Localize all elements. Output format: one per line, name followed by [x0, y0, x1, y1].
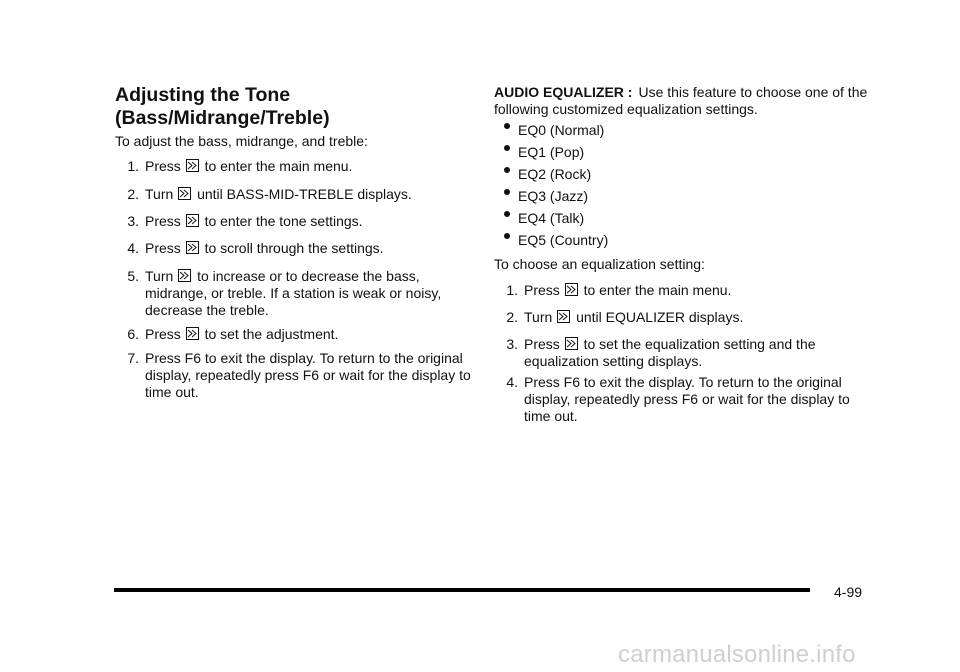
equalizer-label: AUDIO EQUALIZER :: [494, 84, 633, 100]
eq-option-label: EQ3 (Jazz): [518, 188, 589, 204]
step-verb: Press: [145, 213, 181, 229]
step-text: to increase or to decrease the bass, midrange, or treble. If a station is weak or noisy, decrease the treble.: [145, 268, 442, 318]
step-body: [524, 309, 859, 326]
eq-option-label: EQ0 (Normal): [518, 122, 605, 138]
step-body: [145, 213, 480, 230]
page-number: 4-99: [834, 584, 863, 600]
step-verb: Turn: [524, 309, 553, 325]
bullet-icon: [504, 123, 510, 129]
step-number: 3.: [506, 336, 518, 352]
step-verb: Press: [145, 240, 181, 256]
step-body: [524, 282, 859, 299]
bullet-icon: [504, 211, 510, 217]
intro-text: To adjust the bass, midrange, and treble:: [115, 133, 368, 149]
eq-option-label: EQ2 (Rock): [518, 166, 592, 182]
eq-option: [504, 188, 588, 205]
eq-option-label: EQ5 (Country): [518, 232, 609, 248]
bullet-icon: [504, 167, 510, 173]
step-body: [145, 326, 480, 343]
tune-knob-icon: [565, 283, 578, 296]
tune-knob-icon: [186, 214, 199, 227]
step-text: to scroll through the settings.: [204, 240, 384, 256]
step-text: until BASS-MID-TREBLE displays.: [197, 186, 412, 202]
step-body: Press F6 to exit the display. To return to the original display, repeatedly press F6 or wait for the display to time out.: [145, 350, 471, 400]
bullet-icon: [504, 189, 510, 195]
step-number: 4.: [506, 374, 518, 390]
eq-option-label: EQ4 (Talk): [518, 210, 585, 226]
tune-knob-icon: [186, 327, 199, 340]
eq-option: [504, 232, 608, 249]
step-number: 6.: [127, 326, 139, 342]
tune-knob-icon: [186, 241, 199, 254]
intro-text: To choose an equalization setting:: [494, 256, 705, 272]
tune-knob-icon: [178, 269, 191, 282]
eq-option: [504, 210, 584, 227]
step-body: [524, 336, 859, 370]
step-number: 1.: [127, 158, 139, 174]
step-number: 7.: [127, 350, 139, 366]
equalizer-description: [494, 84, 869, 118]
tune-knob-icon: [178, 187, 191, 200]
step-body: [145, 268, 480, 319]
tune-knob-icon: [186, 159, 199, 172]
step-text: until EQUALIZER displays.: [576, 309, 744, 325]
eq-option: [504, 166, 591, 183]
step-text: to set the adjustment.: [204, 326, 339, 342]
step-number: 1.: [506, 282, 518, 298]
bullet-icon: [504, 145, 510, 151]
step-body: Press F6 to exit the display. To return to the original display, repeatedly press F6 or wait for the display to time out.: [524, 374, 850, 424]
step-verb: Turn: [145, 186, 174, 202]
eq-option-label: EQ1 (Pop): [518, 144, 585, 160]
eq-option: [504, 122, 604, 139]
tune-knob-icon: [557, 310, 570, 323]
section-title: [115, 84, 485, 130]
eq-option: [504, 144, 584, 161]
step-verb: Turn: [145, 268, 174, 284]
step-body: [145, 240, 480, 257]
title-line-2: (Bass/Midrange/Treble): [115, 107, 330, 129]
step-number: 2.: [127, 186, 139, 202]
step-number: 4.: [127, 240, 139, 256]
watermark: carmanualsonline.info: [618, 641, 856, 668]
step-body: [145, 186, 480, 203]
step-text: to enter the main menu.: [204, 158, 353, 174]
step-body: [145, 158, 480, 175]
step-verb: Press: [145, 326, 181, 342]
tune-knob-icon: [565, 337, 578, 350]
step-number: 5.: [127, 268, 139, 284]
step-verb: Press: [524, 336, 560, 352]
step-text: to set the equalization setting and the equalization setting displays.: [524, 336, 816, 369]
footer-rule: [114, 588, 810, 592]
step-verb: Press: [145, 158, 181, 174]
title-line-1: Adjusting the Tone: [115, 84, 291, 106]
step-text: to enter the main menu.: [583, 282, 732, 298]
step-text: to enter the tone settings.: [204, 213, 363, 229]
bullet-icon: [504, 233, 510, 239]
step-verb: Press: [524, 282, 560, 298]
equalizer-text: Use this feature to choose one of the following customized equalization settings.: [494, 84, 868, 117]
step-number: 2.: [506, 309, 518, 325]
step-number: 3.: [127, 213, 139, 229]
